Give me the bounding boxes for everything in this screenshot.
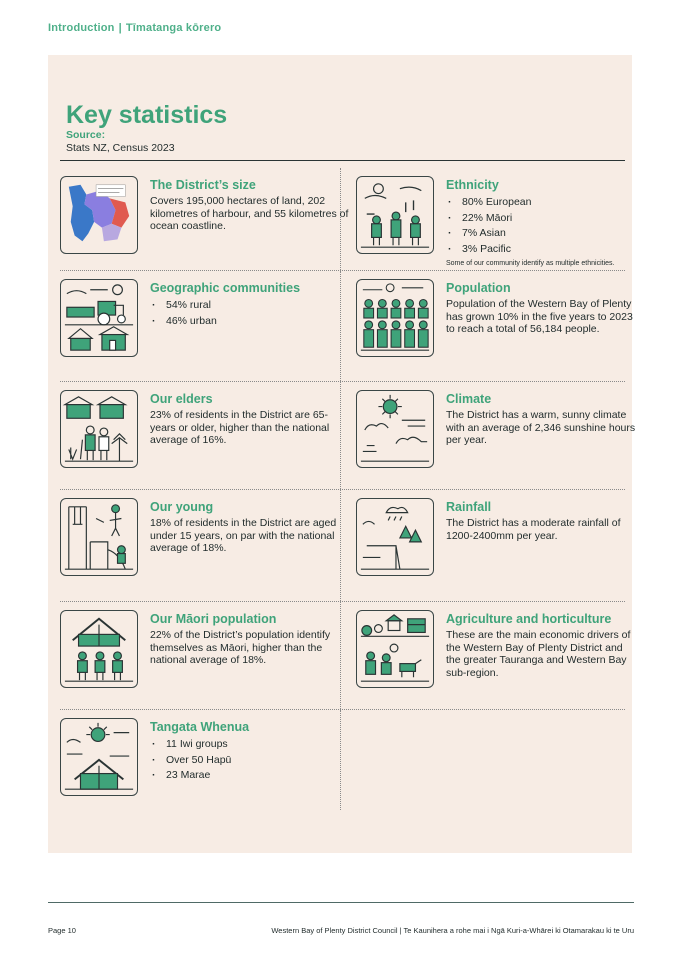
list-item: · 7% Asian <box>446 226 636 242</box>
page-number: Page 10 <box>48 926 76 935</box>
agriculture-text: These are the main economic drivers of the Western Bay of Plenty District and the greater Tauranga and Western Bay sub-region. <box>446 629 631 679</box>
breadcrumb <box>48 22 221 34</box>
climate-text: The District has a warm, sunny climate with an average of 2,346 sunshine hours per year. <box>446 409 636 446</box>
list-item: · Over 50 Hapū <box>150 753 350 769</box>
list-item: · 11 Iwi groups <box>150 737 350 753</box>
maori-heading: Our Māori population <box>150 612 277 626</box>
stats-row <box>60 602 631 710</box>
rainfall-text: The District has a moderate rainfall of 1200-2400mm per year. <box>446 517 621 542</box>
list-item: · 80% European <box>446 195 636 211</box>
footer-organisation: Western Bay of Plenty District Council | Te Kaunihera a rohe mai i Ngā Kuri-a-Whārei ki Otamarakau ki te Uru <box>271 926 634 935</box>
title-divider <box>60 160 625 161</box>
tractor-house-icon <box>60 279 138 357</box>
district-size-text: Covers 195,000 hectares of land, 202 kilometres of harbour, and 55 kilometres of ocean coastline. <box>150 195 349 232</box>
farm-icon <box>356 610 434 688</box>
footer-divider <box>48 902 634 903</box>
breadcrumb-separator: | <box>118 22 122 34</box>
elders-text: 23% of residents in the District are 65-years or older, higher than the national average of 16%. <box>150 409 330 446</box>
elders-icon <box>60 390 138 468</box>
ethnicity-heading: Ethnicity <box>446 178 499 192</box>
list-item: · 23 Marae <box>150 768 350 784</box>
district-size-heading: The District’s size <box>150 178 256 192</box>
sun-clouds-icon <box>356 390 434 468</box>
geographic-heading: Geographic communities <box>150 281 301 295</box>
breadcrumb-section-maori: Tīmatanga kōrero <box>125 22 222 34</box>
people-music-icon <box>356 176 434 254</box>
source-label: Source: <box>66 129 106 141</box>
list-item: · 46% urban <box>150 314 350 330</box>
tangata-list <box>150 737 350 784</box>
breadcrumb-section: Introduction <box>48 22 115 34</box>
playground-icon <box>60 498 138 576</box>
ethnicity-note: Some of our community identify as multiple ethnicities. <box>446 260 615 267</box>
stats-grid <box>60 168 636 810</box>
population-heading: Population <box>446 281 511 295</box>
district-map-icon <box>60 176 138 254</box>
ethnicity-list <box>446 195 636 257</box>
stats-row <box>60 382 636 490</box>
maori-text: 22% of the District’s population identify themselves as Māori, higher than the national average of 18%. <box>150 629 331 666</box>
wharenui-sun-icon <box>60 718 138 796</box>
stats-row <box>60 490 625 602</box>
population-text: Population of the Western Bay of Plenty has grown 10% in the five years to 2023 to reach a total of 56,184 people. <box>446 298 633 335</box>
source-value: Stats NZ, Census 2023 <box>66 142 175 154</box>
list-item: · 22% Māori <box>446 211 636 227</box>
page-title: Key statistics <box>66 101 228 129</box>
stats-row <box>60 710 625 810</box>
climate-heading: Climate <box>446 392 492 406</box>
rainfall-heading: Rainfall <box>446 500 492 514</box>
crowd-icon <box>356 279 434 357</box>
stats-row <box>60 168 625 271</box>
stats-row <box>60 271 633 382</box>
rain-waterfall-icon <box>356 498 434 576</box>
geographic-list <box>150 298 350 329</box>
wharenui-people-icon <box>60 610 138 688</box>
elders-heading: Our elders <box>150 392 213 406</box>
list-item: · 54% rural <box>150 298 350 314</box>
key-statistics-panel <box>48 55 636 853</box>
tangata-heading: Tangata Whenua <box>150 720 250 734</box>
agriculture-heading: Agriculture and horticulture <box>446 612 612 626</box>
list-item: · 3% Pacific <box>446 242 636 258</box>
young-heading: Our young <box>150 500 214 514</box>
young-text: 18% of residents in the District are aged under 15 years, on par with the national average of 18%. <box>150 517 337 554</box>
